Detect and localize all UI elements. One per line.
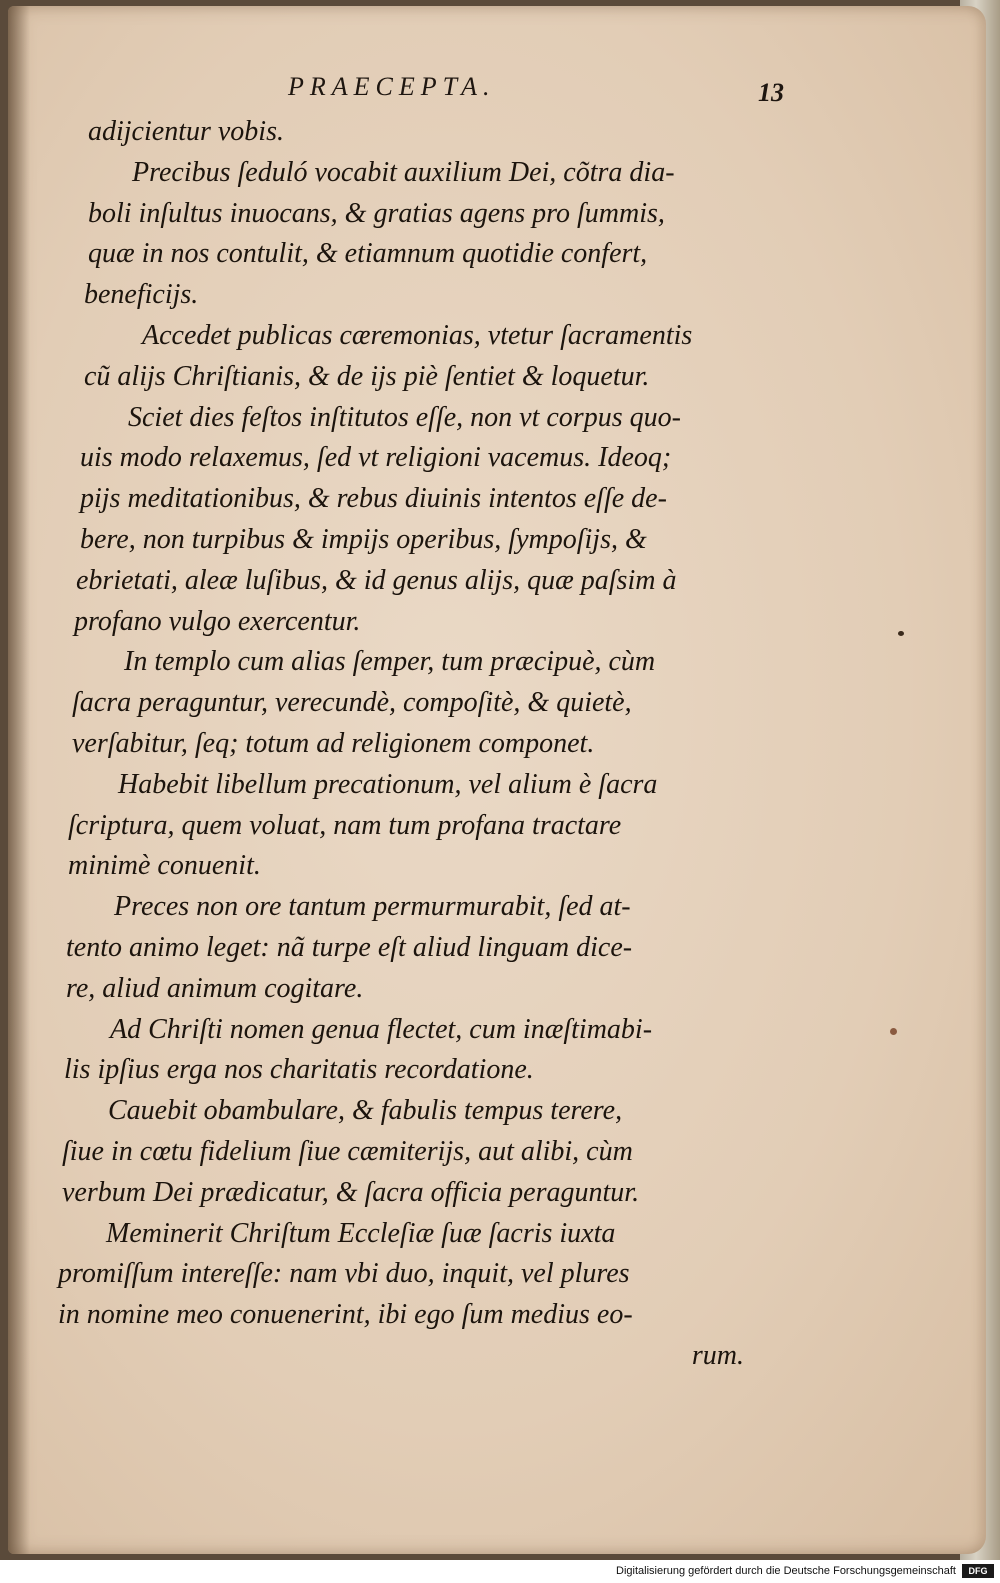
running-head: PRAECEPTA. — [288, 72, 496, 101]
catchword: rum. — [691, 1339, 744, 1371]
text-line: in nomine meo conuenerint, ibi ego ſum medius eo- — [58, 1299, 633, 1331]
text-line: Ad Chriſti nomen genua flectet, cum inæſtimabi- — [110, 1013, 653, 1045]
ink-spot — [890, 1028, 897, 1035]
body-text — [52, 112, 752, 1377]
page-number: 13 — [758, 78, 784, 107]
text-line: re, aliud animum cogitare. — [66, 972, 364, 1004]
text-line: Cauebit obambulare, & fabulis tempus terere, — [108, 1095, 623, 1127]
text-line: Sciet dies feſtos inſtitutos eſſe, non vt corpus quo- — [128, 401, 681, 433]
text-line: beneficijs. — [84, 279, 199, 311]
text-line: verbum Dei prædicatur, & ſacra officia peraguntur. — [62, 1176, 640, 1208]
text-line: tento animo leget: nã turpe eſt aliud linguam dice- — [66, 931, 633, 963]
text-line: adijcientur vobis. — [88, 116, 284, 147]
text-line: Meminerit Chriſtum Eccleſiæ ſuæ ſacris iuxta — [106, 1217, 616, 1249]
text-line: In templo cum alias ſemper, tum præcipuè, cùm — [124, 646, 656, 678]
footer-bar — [0, 1560, 1000, 1583]
text-line: ebrietati, aleæ luſibus, & id genus alijs, quæ paſsim à — [76, 564, 677, 596]
dfg-logo: DFG — [962, 1564, 994, 1578]
ink-spot — [898, 631, 904, 636]
text-line: quæ in nos contulit, & etiamnum quotidie confert, — [88, 238, 648, 270]
text-line: ſcriptura, quem voluat, nam tum profana tractare — [68, 809, 622, 841]
text-line: promiſſum intereſſe: nam vbi duo, inquit, vel plures — [58, 1258, 630, 1290]
text-line: ſacra peraguntur, verecundè, compoſitè, & quietè, — [72, 687, 632, 719]
text-line: verſabitur, ſeq; totum ad religionem componet. — [72, 727, 595, 759]
text-line: Precibus ſeduló vocabit auxilium Dei, cõtra dia- — [132, 156, 675, 188]
text-line: pijs meditationibus, & rebus diuinis intentos eſſe de- — [80, 483, 667, 515]
text-line: ſiue in cœtu fidelium ſiue cæmiterijs, aut alibi, cùm — [62, 1135, 633, 1167]
funding-credit: Digitalisierung gefördert durch die Deutsche Forschungsgemeinschaft — [616, 1565, 956, 1577]
text-line: minimè conuenit. — [68, 850, 261, 882]
text-line: lis ipſius erga nos charitatis recordatione. — [64, 1054, 534, 1086]
text-line: Habebit libellum precationum, vel alium è ſacra — [118, 768, 658, 800]
page-gutter — [8, 6, 30, 1554]
text-line: uis modo relaxemus, ſed vt religioni vacemus. Ideoq; — [80, 442, 672, 474]
text-line: Accedet publicas cæremonias, vtetur ſacramentis — [142, 319, 693, 351]
text-line: boli inſultus inuocans, & gratias agens pro ſummis, — [88, 197, 665, 229]
text-line: Preces non ore tantum permurmurabit, ſed at- — [114, 891, 631, 923]
text-line: cũ alijs Chriſtianis, & de ijs piè ſentiet & loquetur. — [84, 360, 650, 392]
text-line: profano vulgo exercentur. — [74, 605, 361, 637]
text-line: bere, non turpibus & impijs operibus, ſympoſijs, & — [80, 523, 647, 555]
